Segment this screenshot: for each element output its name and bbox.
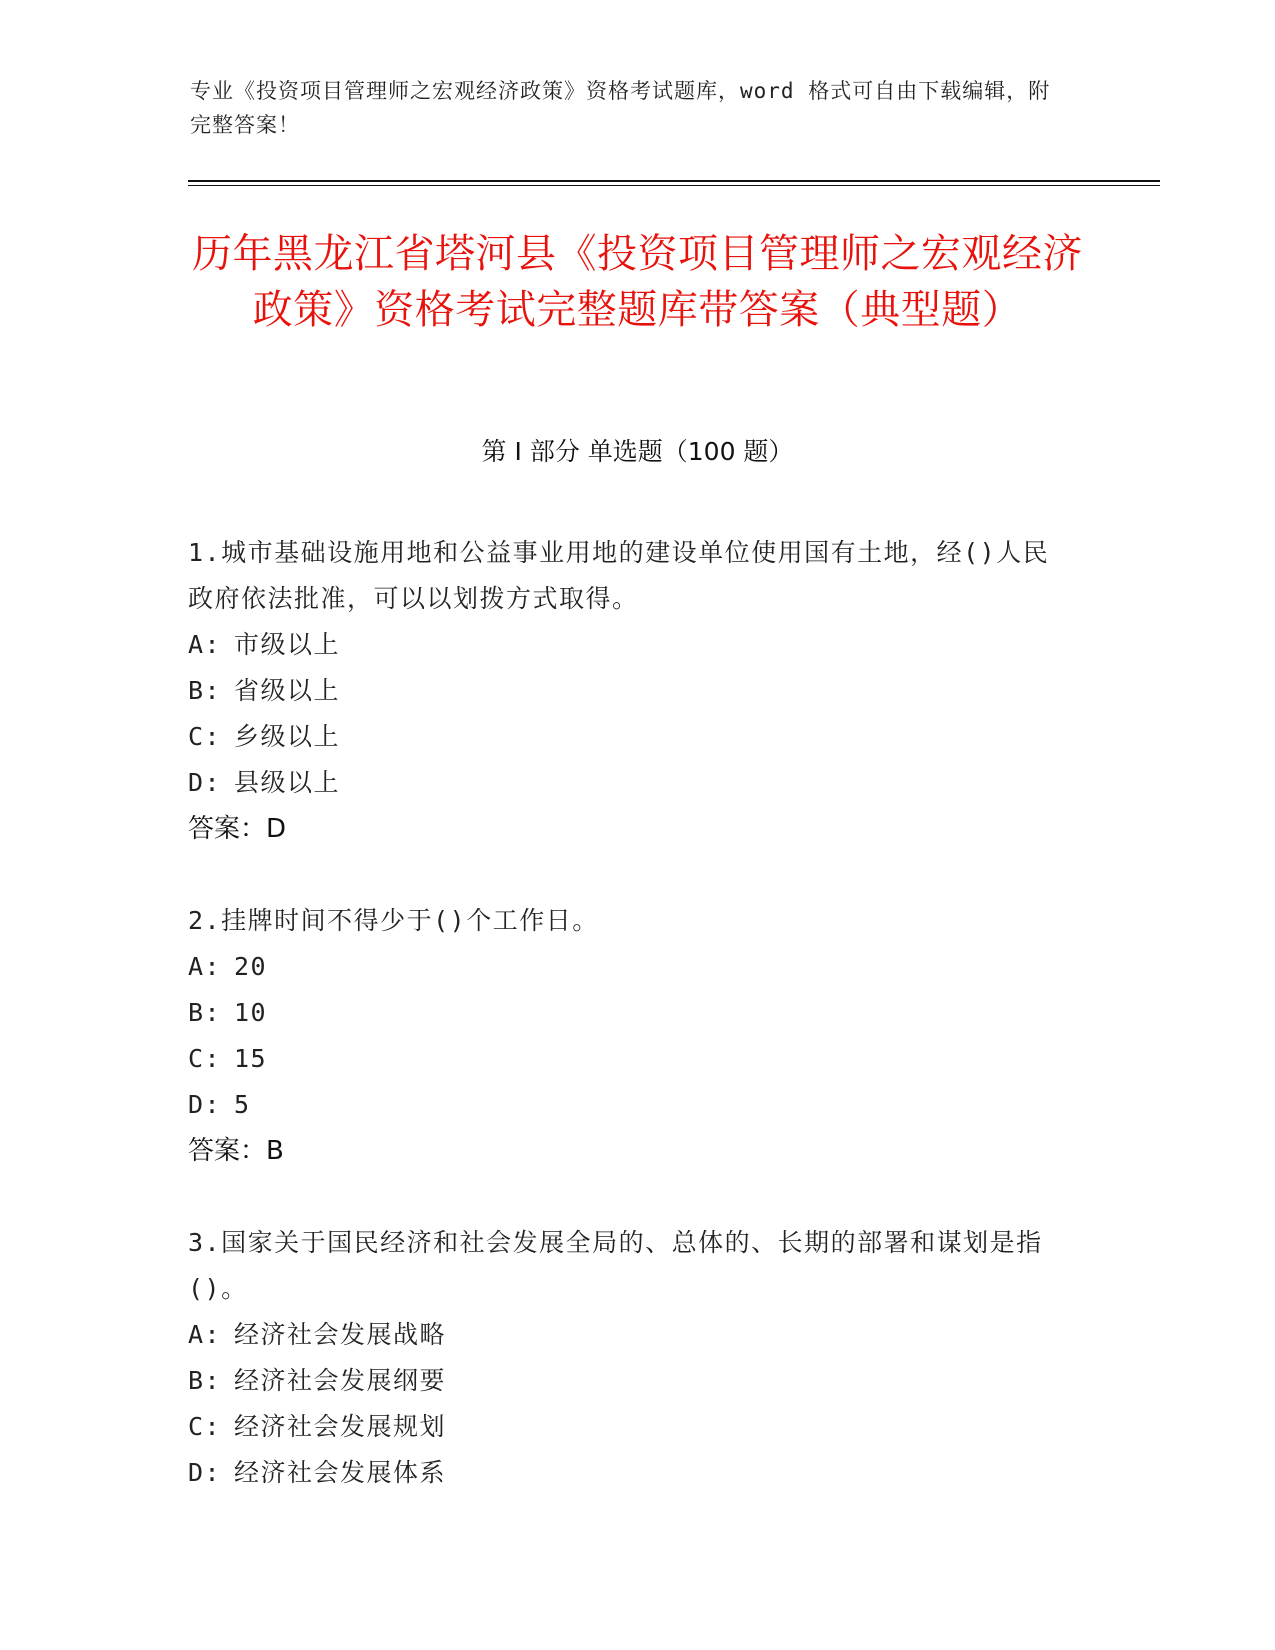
option-key: B: [188, 1366, 222, 1395]
option-text: 经济社会发展规划 [234, 1412, 447, 1441]
option-key: C: [188, 1044, 222, 1073]
question-item [188, 1220, 1068, 1496]
question-option [188, 1036, 1068, 1082]
question-stem: 2.挂牌时间不得少于()个工作日。 [188, 906, 599, 935]
option-text: 省级以上 [234, 676, 341, 705]
option-text: 20 [234, 952, 268, 981]
option-key: A: [188, 630, 222, 659]
question-stem: 1.城市基础设施用地和公益事业用地的建设单位使用国有土地，经()人民政府依法批准，可以以划拨方式取得。 [188, 538, 1050, 613]
question-option [188, 760, 1068, 806]
option-text: 15 [234, 1044, 268, 1073]
option-key: A: [188, 1320, 222, 1349]
option-key: C: [188, 1412, 222, 1441]
question-option [188, 1450, 1068, 1496]
answer-value: D [266, 814, 287, 844]
option-key: A: [188, 952, 222, 981]
question-option [188, 990, 1068, 1036]
option-text: 市级以上 [234, 630, 341, 659]
option-text: 经济社会发展纲要 [234, 1366, 447, 1395]
question-list [188, 530, 1068, 1542]
answer-value: B [266, 1136, 284, 1166]
question-option [188, 1404, 1068, 1450]
question-answer [188, 806, 1068, 852]
answer-prefix: 答案： [188, 814, 267, 844]
option-text: 乡级以上 [234, 722, 341, 751]
question-option [188, 1082, 1068, 1128]
question-option [188, 714, 1068, 760]
question-option [188, 622, 1068, 668]
question-item [188, 530, 1068, 852]
option-key: D: [188, 1458, 222, 1487]
question-answer [188, 1128, 1068, 1174]
option-text: 经济社会发展战略 [234, 1320, 447, 1349]
option-key: D: [188, 768, 222, 797]
question-item [188, 898, 1068, 1174]
option-key: C: [188, 722, 222, 751]
question-option [188, 944, 1068, 990]
header-divider-thick [188, 180, 1160, 182]
question-option [188, 668, 1068, 714]
question-option [188, 1312, 1068, 1358]
option-key: B: [188, 676, 222, 705]
question-stem: 3.国家关于国民经济和社会发展全局的、总体的、长期的部署和谋划是指()。 [188, 1228, 1043, 1303]
option-text: 经济社会发展体系 [234, 1458, 447, 1487]
section-heading: 第 I 部分 单选题（100 题） [481, 437, 794, 466]
option-text: 县级以上 [234, 768, 341, 797]
document-title: 历年黑龙江省塔河县《投资项目管理师之宏观经济政策》资格考试完整题库带答案（典型题） [192, 231, 1083, 333]
option-text: 10 [234, 998, 268, 1027]
header-divider-thin [188, 185, 1160, 186]
answer-prefix: 答案： [188, 1136, 267, 1166]
option-key: D: [188, 1090, 222, 1119]
question-option [188, 1358, 1068, 1404]
option-text: 5 [234, 1090, 251, 1119]
header-note: 专业《投资项目管理师之宏观经济政策》资格考试题库，word 格式可自由下载编辑，附完整答案！ [190, 79, 1051, 137]
option-key: B: [188, 998, 222, 1027]
